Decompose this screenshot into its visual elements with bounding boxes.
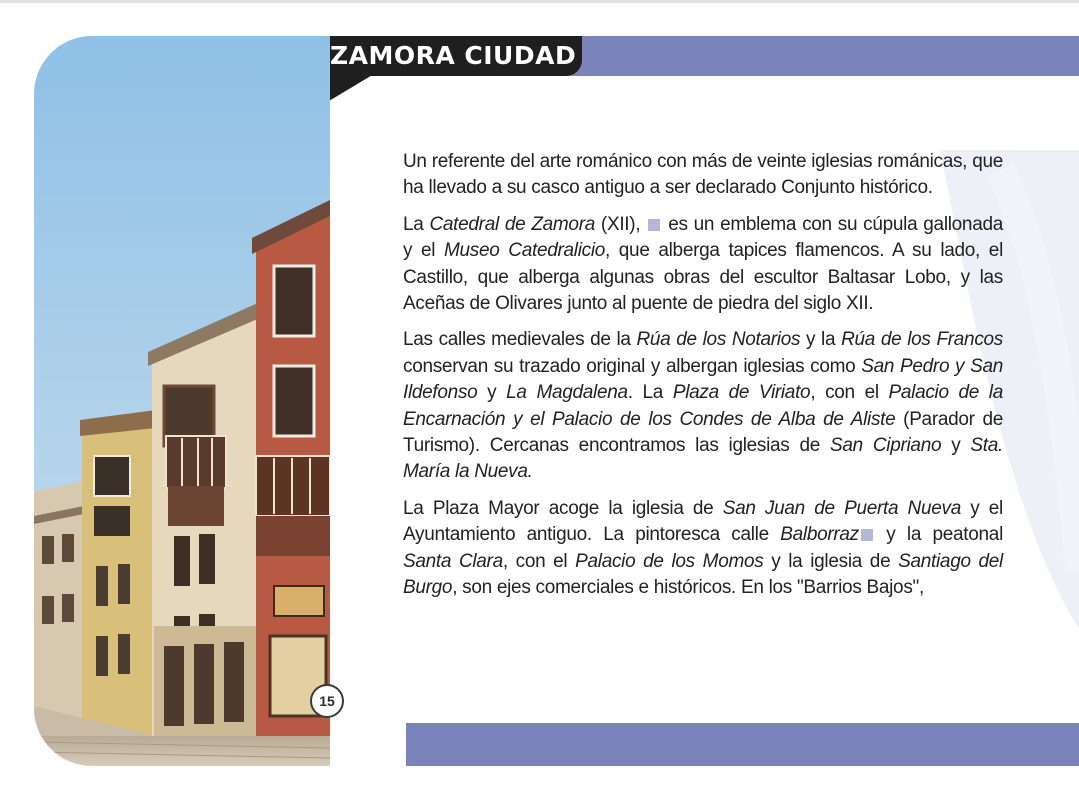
text-run: es un emblema con su cúpula gallonada y el <box>403 213 1003 262</box>
italic-run: Balborraz <box>780 524 859 546</box>
italic-run: Museo Catedralicio <box>443 240 606 262</box>
italic-run: Santiago del Burgo <box>403 550 1003 599</box>
italic-run: Santa Clara <box>403 550 503 572</box>
paragraph-intro <box>403 149 1003 202</box>
square-marker-icon <box>648 219 660 231</box>
text-run: y <box>477 382 507 404</box>
text-run: y la peatonal <box>874 524 1003 546</box>
text-run: (XII), <box>594 213 647 235</box>
text-run: Las calles medievales de la <box>403 329 637 351</box>
text-run: (Parador de Turismo). Cercanas encontramos las iglesias de <box>403 408 1003 457</box>
text-run: , con el <box>502 550 576 572</box>
text-run: y la <box>800 329 842 351</box>
italic-run: Rúa de los Notarios <box>636 329 801 351</box>
text-run: , son ejes comerciales e históricos. En los "Barrios Bajos", <box>452 577 924 599</box>
street-photo <box>34 36 330 766</box>
text-run: Un referente del arte románico con más de veinte iglesias románicas, que ha llevado a su casco antiguo a ser declarado Conjunto histórico. <box>403 151 1003 199</box>
bottom-band <box>406 723 1079 766</box>
page-top-edge <box>0 0 1079 3</box>
text-run: y la iglesia de <box>763 550 899 572</box>
text-run: La Plaza Mayor acoge la iglesia de <box>403 497 723 519</box>
text-run: y <box>941 435 971 457</box>
italic-run: San Juan de Puerta Nueva <box>722 497 961 519</box>
text-run: conservan su trazado original y albergan iglesias como <box>403 355 862 377</box>
italic-run: San Cipriano <box>829 435 942 457</box>
italic-run: San Pedro y San Ildefonso <box>403 355 1003 404</box>
italic-run: Plaza de Viriato <box>672 382 811 404</box>
italic-run: Palacio de los Momos <box>575 550 764 572</box>
paragraph-plaza-mayor <box>403 496 1003 602</box>
text-run: y el Ayuntamiento antiguo. La pintoresca calle <box>403 497 1003 546</box>
page-number-badge: 15 <box>310 684 344 718</box>
article-body <box>403 149 1003 612</box>
text-run: , que alberga tapices flamencos. A su lado, el Castillo, que alberga algunas obras del escultor Baltasar Lobo, y las Aceñas de Olivares junto al puente de piedra del siglo XII. <box>403 240 1003 315</box>
italic-run: La Magdalena <box>506 382 628 404</box>
square-marker-icon <box>861 529 873 541</box>
text-run: La <box>403 213 430 235</box>
paragraph-streets <box>403 327 1003 485</box>
italic-run: Palacio de la Encarnación y el Palacio de los Condes de Alba de Aliste <box>403 382 1003 430</box>
italic-run: Sta. María la Nueva. <box>403 435 1003 483</box>
paragraph-cathedral <box>403 212 1003 318</box>
text-run: . La <box>627 382 673 404</box>
text-run: , con el <box>810 382 889 404</box>
italic-run: Catedral de Zamora <box>429 213 595 235</box>
italic-run: Rúa de los Francos <box>841 329 1003 351</box>
page-title: ZAMORA CIUDAD <box>330 41 577 70</box>
